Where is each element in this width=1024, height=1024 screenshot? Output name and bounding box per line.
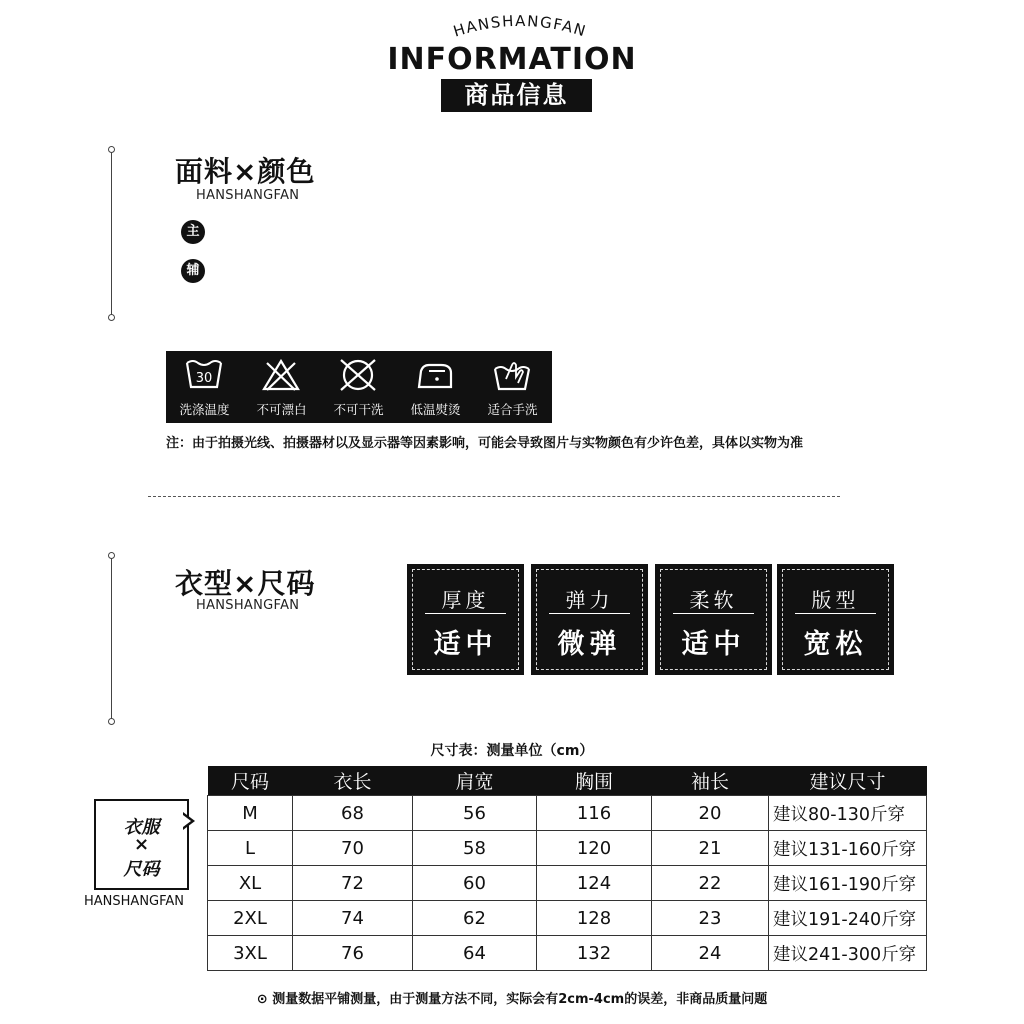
- table-row: [208, 796, 927, 831]
- care-label: 不可漂白: [256, 402, 307, 417]
- hand-wash-icon: [492, 357, 532, 393]
- table-cell: 64: [413, 936, 537, 971]
- color-disclaimer-note: 注：由于拍摄光线、拍摄器材以及显示器等因素影响，可能会导致图片与实物颜色有少许色差，具体以实物为准: [166, 436, 804, 451]
- care-instructions-strip: [166, 351, 552, 423]
- care-label: 洗涤温度: [179, 402, 230, 417]
- table-cell: 68: [293, 796, 413, 831]
- table-row: [208, 831, 927, 866]
- care-label: 适合手洗: [487, 402, 538, 417]
- section-bracket-line: [111, 558, 112, 722]
- column-header: 衣长: [293, 766, 413, 796]
- page-title: INFORMATION: [387, 42, 637, 77]
- size-table-caption: 尺寸表：测量单位（cm）: [430, 743, 594, 759]
- table-cell: 56: [413, 796, 537, 831]
- table-cell: 70: [293, 831, 413, 866]
- fabric-section-subtitle: HANSHANGFAN: [196, 188, 300, 203]
- table-cell: 建议191-240斤穿: [769, 901, 927, 936]
- attribute-label: 弹力: [565, 588, 614, 612]
- table-cell: 74: [293, 901, 413, 936]
- badge-line: 衣服: [123, 817, 160, 838]
- attribute-value: 适中: [433, 629, 498, 660]
- clothing-size-badge: [94, 799, 189, 890]
- bracket-dot: [108, 314, 115, 321]
- page-subtitle: 商品信息: [441, 79, 592, 112]
- table-header-row: [208, 766, 927, 796]
- measurement-note: ⊙ 测量数据平铺测量，由于测量方法不同，实际会有2cm-4cm的误差，非商品质量问题: [256, 992, 768, 1007]
- table-cell: 76: [293, 936, 413, 971]
- column-header: 胸围: [537, 766, 652, 796]
- care-item: [320, 351, 397, 423]
- attribute-label: 柔软: [689, 588, 738, 612]
- table-row: [208, 866, 927, 901]
- table-cell: 62: [413, 901, 537, 936]
- fit-section-subtitle: HANSHANGFAN: [196, 598, 300, 613]
- svg-text:30: 30: [195, 371, 213, 386]
- bracket-dot: [108, 552, 115, 559]
- section-divider: [148, 496, 840, 497]
- table-cell: 建议161-190斤穿: [769, 866, 927, 901]
- table-row: [208, 936, 927, 971]
- table-cell: 建议131-160斤穿: [769, 831, 927, 866]
- attribute-value: 适中: [681, 629, 746, 660]
- table-cell: 60: [413, 866, 537, 901]
- svg-text:HANSHANGFAN: HANSHANGFAN: [451, 11, 589, 41]
- no-dry-clean-icon: [338, 357, 378, 393]
- attribute-card-softness: [655, 564, 772, 675]
- column-header: 尺码: [208, 766, 293, 796]
- table-cell: 22: [652, 866, 769, 901]
- main-fabric-badge: 主: [181, 220, 205, 244]
- table-cell: 24: [652, 936, 769, 971]
- care-label: 不可干洗: [333, 402, 384, 417]
- table-cell: 124: [537, 866, 652, 901]
- care-item: [243, 351, 320, 423]
- column-header: 建议尺寸: [769, 766, 927, 796]
- attribute-label: 版型: [811, 588, 860, 612]
- care-item: [166, 351, 243, 423]
- badge-line: 尺码: [123, 859, 160, 880]
- table-cell: 20: [652, 796, 769, 831]
- column-header: 袖长: [652, 766, 769, 796]
- attribute-label: 厚度: [441, 588, 490, 612]
- attribute-card-thickness: [407, 564, 524, 675]
- badge-line: ×: [133, 834, 150, 855]
- table-cell: 132: [537, 936, 652, 971]
- table-cell: M: [208, 796, 293, 831]
- fabric-section-title: 面料×颜色: [175, 155, 316, 188]
- table-cell: 116: [537, 796, 652, 831]
- attribute-value: 微弹: [557, 629, 622, 660]
- table-cell: 120: [537, 831, 652, 866]
- attribute-card-elasticity: [531, 564, 648, 675]
- care-item: [397, 351, 474, 423]
- table-cell: 21: [652, 831, 769, 866]
- table-cell: L: [208, 831, 293, 866]
- table-cell: XL: [208, 866, 293, 901]
- bracket-dot: [108, 146, 115, 153]
- care-label: 低温熨烫: [410, 402, 461, 417]
- attribute-card-fit: [777, 564, 894, 675]
- table-cell: 128: [537, 901, 652, 936]
- table-cell: 建议80-130斤穿: [769, 796, 927, 831]
- table-cell: 2XL: [208, 901, 293, 936]
- secondary-fabric-badge: 辅: [181, 259, 205, 283]
- size-table: [207, 766, 927, 971]
- wash-30-icon: [184, 357, 224, 393]
- table-cell: 建议241-300斤穿: [769, 936, 927, 971]
- section-bracket-line: [111, 152, 112, 318]
- no-bleach-icon: [261, 357, 301, 393]
- badge-brand: HANSHANGFAN: [84, 894, 185, 909]
- table-cell: 23: [652, 901, 769, 936]
- care-item: [474, 351, 551, 423]
- attribute-value: 宽松: [803, 629, 868, 660]
- table-cell: 72: [293, 866, 413, 901]
- bracket-dot: [108, 718, 115, 725]
- fit-section-title: 衣型×尺码: [175, 567, 316, 600]
- column-header: 肩宽: [413, 766, 537, 796]
- table-row: [208, 901, 927, 936]
- low-iron-icon: [415, 357, 455, 393]
- table-cell: 58: [413, 831, 537, 866]
- table-cell: 3XL: [208, 936, 293, 971]
